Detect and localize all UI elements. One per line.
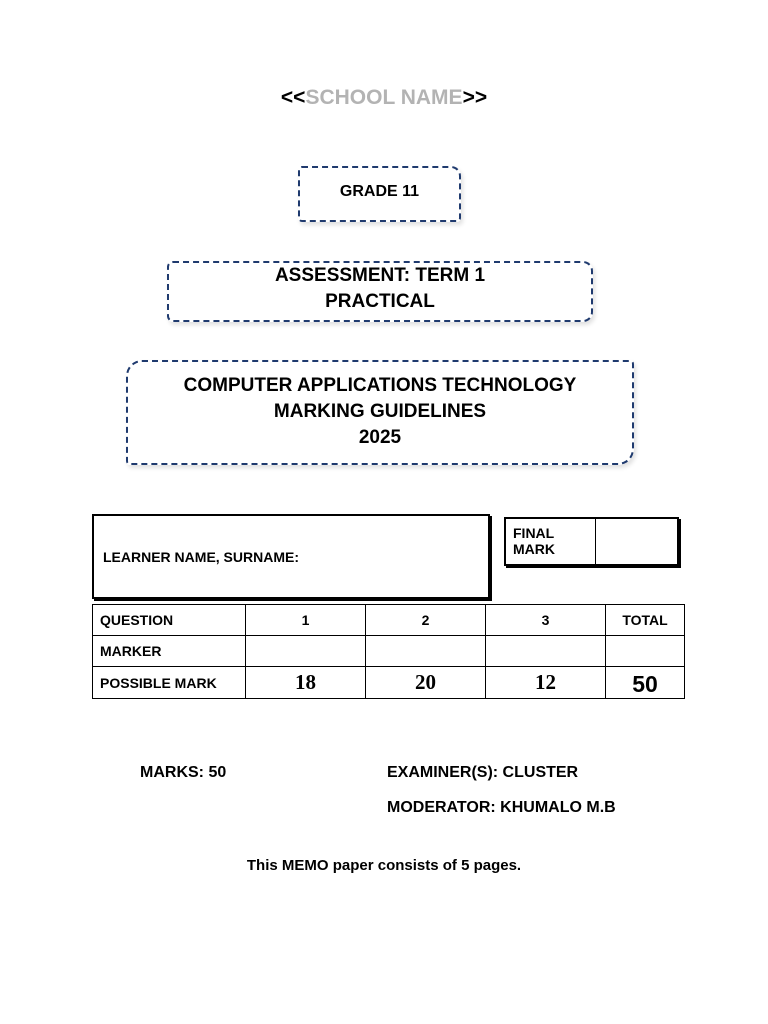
learner-name-field[interactable] — [92, 514, 490, 599]
question-number: 2 — [366, 605, 486, 636]
question-number: 3 — [486, 605, 606, 636]
memo-page-note: This MEMO paper consists of 5 pages. — [246, 857, 522, 874]
marker-label: MARKER — [93, 636, 246, 667]
document-year: 2025 — [358, 427, 402, 448]
school-name-header — [0, 86, 768, 110]
possible-mark-value: 18 — [246, 667, 366, 699]
marker-cell[interactable] — [366, 636, 486, 667]
total-marks: MARKS: 50 — [140, 764, 227, 781]
question-header: QUESTION — [93, 605, 246, 636]
moderator: MODERATOR: KHUMALO M.B — [387, 799, 616, 816]
assessment-box — [167, 261, 593, 322]
possible-mark-value: 12 — [486, 667, 606, 699]
school-name-placeholder: SCHOOL NAME — [305, 86, 463, 109]
marker-total-cell[interactable] — [606, 636, 685, 667]
learner-name-label: LEARNER NAME, SURNAME: — [103, 549, 299, 565]
final-mark-value[interactable] — [596, 519, 677, 564]
table-row — [93, 605, 685, 636]
marks-table — [92, 604, 685, 699]
header-close: >> — [462, 86, 488, 109]
grade-label: GRADE 11 — [339, 183, 420, 200]
final-mark-box — [504, 517, 679, 566]
question-number: 1 — [246, 605, 366, 636]
subject-name: COMPUTER APPLICATIONS TECHNOLOGY — [183, 375, 577, 396]
final-mark-label: FINAL MARK — [506, 519, 596, 564]
table-row — [93, 667, 685, 699]
possible-mark-total: 50 — [606, 667, 685, 699]
possible-mark-value: 20 — [366, 667, 486, 699]
assessment-type: PRACTICAL — [325, 291, 435, 312]
assessment-title: ASSESSMENT: TERM 1 — [274, 265, 486, 286]
grade-box — [298, 166, 461, 222]
possible-mark-label: POSSIBLE MARK — [93, 667, 246, 699]
total-header: TOTAL — [606, 605, 685, 636]
marker-cell[interactable] — [246, 636, 366, 667]
marker-cell[interactable] — [486, 636, 606, 667]
subject-box — [126, 360, 634, 465]
document-type: MARKING GUIDELINES — [273, 401, 487, 422]
examiner: EXAMINER(S): CLUSTER — [387, 764, 579, 781]
header-open: << — [280, 86, 306, 109]
table-row — [93, 636, 685, 667]
